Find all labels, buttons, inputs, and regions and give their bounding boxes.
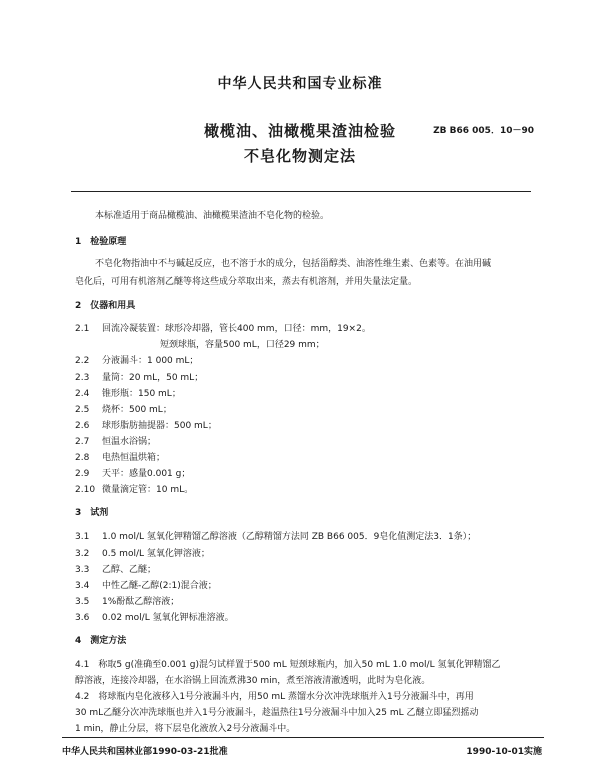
paragraph-4-1-line-2: 醇溶液，连接冷却器，在水浴锅上回流煮沸30 min，煮至溶液清澈透明，此时为皂化液。	[75, 676, 431, 686]
list-item: 2.1 回流冷凝装置：球形冷却器，管长400 mm，口径：mm，19×2。	[75, 324, 371, 334]
list-item: 3.1 1.0 mol/L 氢氧化钾精馏乙醇溶液（乙醇精馏方法同 ZB B66 005．9皂化值测定法3．1条）；	[75, 532, 477, 542]
section-2-heading: 2 仪器和用具	[75, 301, 136, 311]
list-item: 2.3 量筒：20 mL，50 mL；	[75, 373, 204, 383]
section-1-line-1: 不皂化物指油中不与碱起反应，也不溶于水的成分，包括甾醇类、油溶性维生素、色素等。在油用碱	[95, 259, 492, 269]
intro-text: 本标准适用于商品橄榄油、油橄榄果渣油不皂化物的检验。	[95, 211, 330, 221]
list-item: 3.6 0.02 mol/L 氢氧化钾标准溶液。	[75, 613, 234, 623]
list-item: 3.3 乙醇、乙醚；	[75, 565, 157, 575]
standard-code: ZB B66 005．10－90	[433, 126, 534, 136]
list-item: 2.7 恒温水浴锅；	[75, 437, 157, 447]
section-1-heading: 1 检验原理	[75, 237, 127, 247]
paragraph-4-1-line-1: 4.1 称取5 g(准确至0.001 g)混匀试样置于500 mL 短颈球瓶内，加入50 mL 1.0 mol/L 氢氧化钾精馏乙	[75, 660, 501, 670]
header-divider	[71, 191, 531, 192]
list-item: 2.6 球形脂肪抽提器：500 mL；	[75, 421, 217, 431]
list-item: 短颈球瓶，容量500 mL，口径29 mm；	[160, 340, 325, 350]
list-item: 2.5 烧杯：500 mL；	[75, 405, 172, 415]
section-3-heading: 3 试剂	[75, 508, 109, 518]
approval-info: 中华人民共和国林业部1990-03-21批准	[62, 747, 228, 757]
list-item: 2.9 天平：感量0.001 g；	[75, 469, 191, 479]
effective-date: 1990-10-01实施	[466, 747, 542, 757]
section-4-heading: 4 测定方法	[75, 636, 127, 646]
main-title: 橄榄油、油橄榄果渣油检验	[203, 122, 396, 140]
list-item: 3.4 中性乙醚-乙醇(2:1)混合液；	[75, 581, 217, 591]
section-1-line-2: 皂化后，可用有机溶剂乙醚等将这些成分萃取出来，蒸去有机溶剂，并用失量法定量。	[75, 277, 418, 287]
list-item: 2.8 电热恒温烘箱；	[75, 453, 166, 463]
list-item: 3.2 0.5 mol/L 氢氧化钾溶液；	[75, 549, 210, 559]
sub-title: 不皂化物测定法	[243, 147, 356, 165]
footer-divider	[62, 737, 544, 738]
list-item: 2.10 微量滴定管：10 mL。	[75, 485, 194, 495]
org-title: 中华人民共和国专业标准	[217, 76, 383, 92]
paragraph-4-2-line-2: 30 mL乙醚分次冲洗球瓶也并入1号分液漏斗，趁温热往1号分液漏斗中加入25 mL 乙醚立即猛烈摇动	[75, 708, 479, 718]
list-item: 2.2 分液漏斗：1 000 mL；	[75, 356, 199, 366]
list-item: 2.4 锥形瓶：150 mL；	[75, 389, 181, 399]
paragraph-4-2-line-3: 1 min，静止分层，将下层皂化液放入2号分液漏斗中。	[75, 724, 296, 734]
list-item: 3.5 1%酚酞乙醇溶液；	[75, 597, 180, 607]
paragraph-4-2-line-1: 4.2 将球瓶内皂化液移入1号分液漏斗内，用50 mL 蒸馏水分次冲洗球瓶并入1号分液漏斗中，再用	[75, 692, 474, 702]
